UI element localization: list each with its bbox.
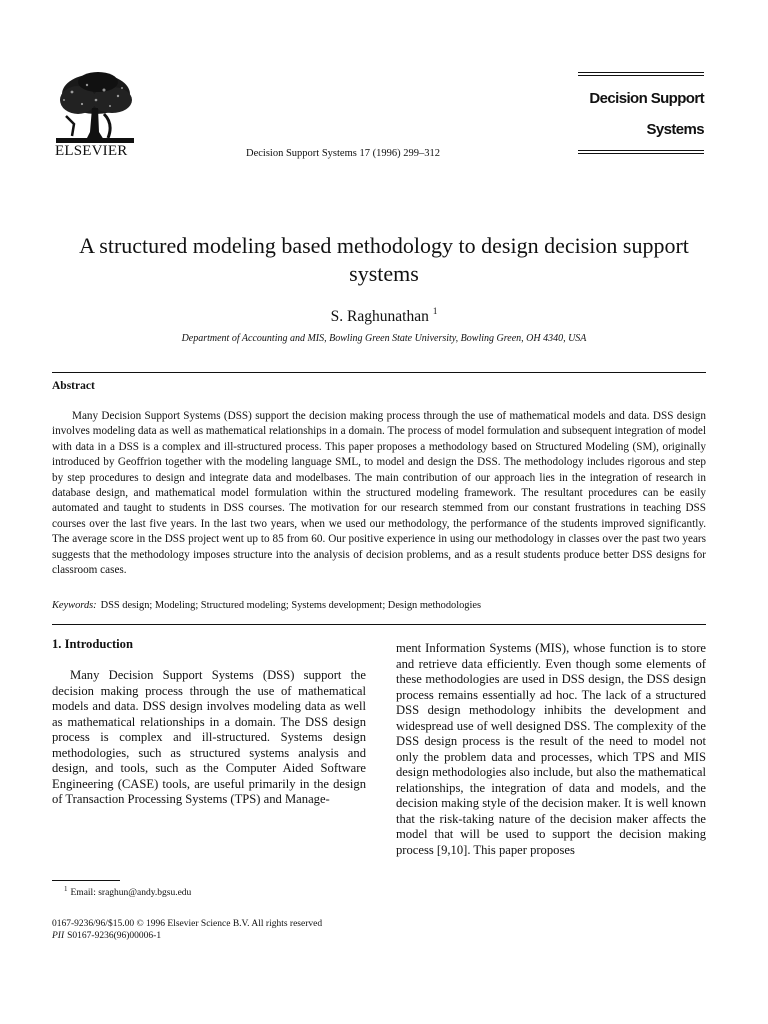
keywords-line (52, 600, 481, 611)
footnote-marker: 1 (64, 885, 68, 893)
footnote (64, 885, 191, 898)
pii-number: S0167-9236(96)00006-1 (67, 931, 162, 941)
copyright-line: 0167-9236/96/$15.00 © 1996 Elsevier Science B.V. All rights reserved (52, 919, 323, 929)
paper-title: A structured modeling based methodology to design decision support systems (79, 233, 689, 286)
journal-citation: Decision Support Systems 17 (1996) 299–312 (246, 148, 440, 159)
body-right-column: ment Information Systems (MIS), whose function is to store and retrieve data efficiently. Even though some elements of these methodologies are used in DSS design, the DSS design process remains essentially ad hoc. The lack of a structured DSS design methodology inhibits the development and widespread use of well designed DSS. The complexity of the DSS design process is the result of the need to model not only the problem data and processes, which TPS and MIS design methodologies also include, but also the mathematical relationships, the integration of data and models, and the decision making style of the decision maker. It is well known that the risk-taking nature of the decision maker affects the model that will be used to support the decision making process [9,10]. This paper proposes (396, 641, 706, 857)
journal-brand (578, 72, 704, 138)
abstract-bottom-rule (52, 624, 706, 625)
journal-brand-line-2: Systems (646, 121, 704, 138)
abstract-top-rule (52, 372, 706, 373)
brand-top-rule-2 (578, 75, 704, 76)
abstract-text: Many Decision Support Systems (DSS) support the decision making process through the use of mathematical models and data. DSS design involves modeling data as well as mathematical relationships in a domain. The process of model formulation and subsequent integration of model with data in a DSS is a complex and ill-structured process. This paper proposes a methodology based on Structured Modeling (SM), originally introduced by Geoffrion together with the modeling language SML, to model and design the DSS. The methodology includes rigorous and step by step procedures to design and integrate data and modelbases. The main contribution of our approach lies in the integration of research in database design, and mathematical model formulation within the structured modeling framework. The resultant procedures can be easily automated and taught to students in DSS courses. The motivation for our research stemmed from our constant frustrations in teaching DSS courses over the last five years. In the last two years, when we used our methodology, the performance of the students improved significantly. The average score in the DSS project went up to 85 from 60. Our positive experience in using our methodology in classes over the past two years suggests that the methodology imposes structure into the analysis of decision problems, and as a result students produce better DSS designs for classroom cases. (52, 410, 706, 577)
author-name: S. Raghunathan (330, 308, 429, 325)
pii-label: PII (52, 931, 65, 941)
keywords-text: DSS design; Modeling; Structured modeling; Systems development; Design methodologies (100, 600, 482, 611)
author-footnote-marker: 1 (432, 306, 438, 316)
publisher-name: ELSEVIER (55, 143, 128, 159)
keywords-label: Keywords: (52, 600, 97, 611)
brand-bottom-rule-2 (578, 153, 704, 154)
section-heading: 1. Introduction (52, 637, 133, 651)
footnote-rule (52, 880, 120, 881)
brand-bottom-rules (578, 150, 704, 156)
pii-line (52, 931, 161, 941)
body-left-column: Many Decision Support Systems (DSS) support the decision making process through the use of mathematical models and data. DSS design involves modeling data as well as mathematical relationships in a domain. The DSS design process is complex and ill-structured. Systems design methodologies, such as structured systems analysis and design, and tools, such as the Computer Aided Software Engineering (CASE) tools, are useful primarily in the design of Transaction Processing Systems (TPS) and Manage- (52, 668, 366, 806)
affiliation: Department of Accounting and MIS, Bowling Green State University, Bowling Green, OH 4340, USA (181, 333, 587, 344)
footnote-email: Email: sraghun@andy.bgsu.edu (70, 888, 192, 898)
author-line (60, 306, 708, 326)
abstract-heading: Abstract (52, 380, 95, 392)
brand-top-rule (578, 72, 704, 73)
elsevier-tree-logo-icon (52, 70, 138, 146)
brand-bottom-rule (578, 150, 704, 151)
journal-brand-line-1: Decision Support (589, 90, 704, 107)
